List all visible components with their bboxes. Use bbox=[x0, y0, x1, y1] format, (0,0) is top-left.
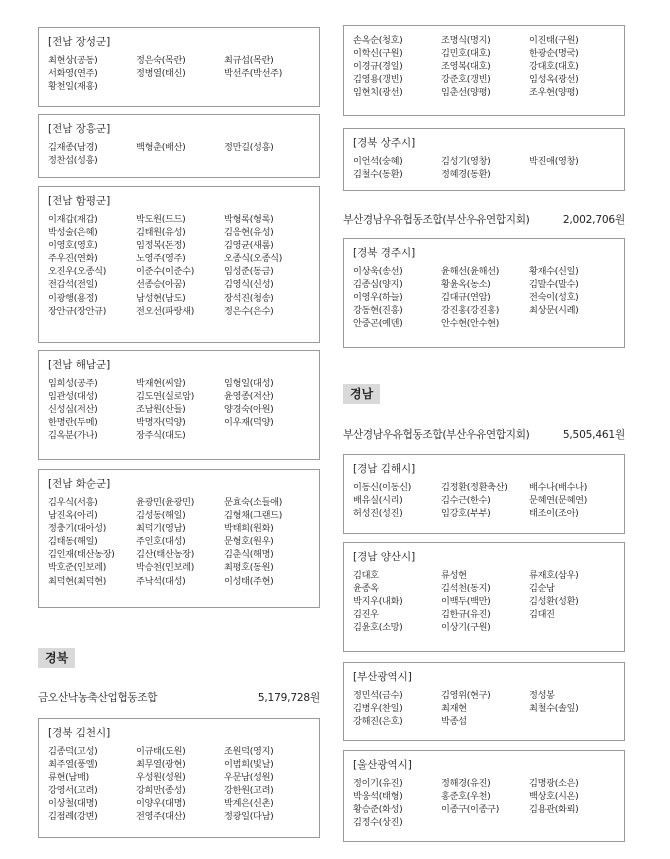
member-name: 김영용(갱빈) bbox=[353, 74, 403, 86]
box-busan-metropolitan bbox=[343, 662, 625, 741]
member-name: 박명자(덕양) bbox=[136, 417, 186, 429]
member-name: 김우식(서흥) bbox=[48, 497, 98, 508]
member-name: 정찬섭(성흥) bbox=[48, 155, 98, 167]
org-amount: 5,505,461원 bbox=[562, 429, 625, 441]
member-name: 김대규(연암) bbox=[441, 292, 491, 304]
member-name: 임강호(부부) bbox=[441, 508, 491, 520]
member-name: 최덕기(영남) bbox=[136, 523, 186, 535]
box-gyeongnam-yangsan bbox=[343, 542, 625, 652]
member-name: 박호준(인보레) bbox=[48, 562, 107, 574]
member-name: 김영균(새롬) bbox=[224, 240, 274, 252]
member-name: 박재현(씨알) bbox=[136, 378, 186, 389]
name-grid bbox=[48, 213, 311, 318]
member-name: 이동신(이동신) bbox=[353, 482, 412, 493]
box-title: [경남 양산시] bbox=[353, 551, 416, 563]
member-name: 이영호(영호) bbox=[48, 240, 98, 252]
member-name: 이광행(용정) bbox=[48, 292, 98, 304]
member-name: 최철수(솔잎) bbox=[529, 703, 579, 715]
member-name: 최덕현(최덕현) bbox=[48, 575, 107, 587]
member-name: 조우현(양평) bbox=[529, 87, 579, 99]
member-name: 김윤호(소망) bbox=[353, 622, 403, 634]
member-name: 김종심(양지) bbox=[353, 279, 403, 291]
member-name: 우성원(성원) bbox=[136, 772, 186, 784]
member-name: 이상철(대명) bbox=[48, 798, 98, 810]
member-name: 김명광(소은) bbox=[529, 778, 579, 789]
member-name: 주인호(대성) bbox=[136, 536, 186, 548]
member-name: 김대진 bbox=[529, 609, 555, 621]
org-amount: 2,002,706원 bbox=[562, 214, 625, 226]
box-title: [경북 상주시] bbox=[353, 137, 416, 149]
name-grid bbox=[353, 34, 616, 99]
member-name: 최무열(광현) bbox=[136, 759, 186, 771]
member-name: 김병우(찬일) bbox=[353, 703, 403, 715]
member-name: 강영서(고려) bbox=[48, 785, 98, 797]
org-line-busan-gyeongnam-1 bbox=[343, 212, 625, 228]
box-title: [전남 화순군] bbox=[48, 478, 111, 490]
member-name: 허성진(성진) bbox=[353, 508, 403, 520]
member-name: 류재호(삼우) bbox=[529, 570, 579, 581]
member-name: 박선주(박선주) bbox=[224, 68, 283, 80]
member-name: 임관성(대성) bbox=[48, 391, 98, 403]
member-name: 박계은(신촌) bbox=[224, 798, 274, 810]
box-jeonnam-hwasun bbox=[38, 469, 320, 608]
member-name: 이재갑(재갑) bbox=[48, 214, 98, 225]
name-grid bbox=[353, 569, 616, 634]
region-label-gyeongbuk: 경북 bbox=[38, 648, 75, 668]
member-name: 이경규(경일) bbox=[353, 61, 403, 73]
member-name: 김형채(그랜드) bbox=[224, 510, 283, 522]
member-name: 이진태(구원) bbox=[529, 35, 579, 46]
box-title: [울산광역시] bbox=[353, 759, 412, 771]
box-title: [전남 장성군] bbox=[48, 36, 111, 48]
member-name: 김영식(신성) bbox=[224, 279, 274, 291]
member-name: 손옥순(청호) bbox=[353, 35, 403, 46]
member-name: 오진우(오종식) bbox=[48, 266, 107, 278]
member-name: 윤종옥 bbox=[353, 583, 379, 595]
member-name: 장석진(청송) bbox=[224, 292, 274, 304]
member-name: 김영위(현구) bbox=[441, 690, 491, 701]
member-name: 박지우(내화) bbox=[353, 596, 403, 608]
member-name: 신성심(저산) bbox=[48, 404, 98, 416]
box-title: [부산광역시] bbox=[353, 671, 412, 683]
member-name: 이언석(숭혜) bbox=[353, 156, 403, 167]
member-name: 김산(태산농장) bbox=[136, 549, 195, 561]
member-name: 한명란(두메) bbox=[48, 417, 98, 429]
member-name: 류성현 bbox=[441, 570, 467, 581]
member-name: 임정복(돈정) bbox=[136, 240, 186, 252]
member-name: 남성현(남도) bbox=[136, 292, 186, 304]
member-name: 전갑석(전일) bbox=[48, 279, 98, 291]
box-gyeongbuk-gyeongju bbox=[343, 238, 625, 348]
member-name: 노영주(영주) bbox=[136, 253, 186, 265]
member-name: 백형춘(배산) bbox=[136, 142, 186, 153]
org-line-geumosan bbox=[38, 690, 320, 706]
member-name: 이종구(이종구) bbox=[441, 804, 500, 816]
member-name: 김대호 bbox=[353, 570, 379, 581]
member-name: 주우진(연화) bbox=[48, 253, 98, 265]
member-name: 오종식(오종식) bbox=[224, 253, 283, 265]
member-name: 윤광민(윤광민) bbox=[136, 497, 195, 508]
member-name: 이범희(빛날) bbox=[224, 759, 274, 771]
member-name: 박승천(인보레) bbox=[136, 562, 195, 574]
member-name: 조원덕(영지) bbox=[224, 746, 274, 757]
box-gyeongnam-gimhae bbox=[343, 454, 625, 534]
member-name: 김성환(성환) bbox=[529, 596, 579, 608]
box-jeonnam-haenam bbox=[38, 350, 320, 460]
member-name: 김인재(태산농장) bbox=[48, 549, 115, 561]
name-grid bbox=[353, 481, 616, 520]
member-name: 이영우(하늘) bbox=[353, 292, 403, 304]
member-name: 박웅석(태형) bbox=[353, 791, 403, 803]
member-name: 김태동(해일) bbox=[48, 536, 98, 548]
member-name: 전영주(대산) bbox=[136, 811, 186, 823]
member-name: 정해경(유진) bbox=[441, 778, 491, 789]
name-grid bbox=[48, 745, 311, 824]
member-name: 배유실(시리) bbox=[353, 495, 403, 507]
member-name: 임희성(공주) bbox=[48, 378, 98, 389]
member-name: 홍준호(우천) bbox=[441, 791, 491, 803]
box-gyeongbuk-gimcheon bbox=[38, 718, 320, 838]
member-name: 최현상(공동) bbox=[48, 55, 98, 66]
member-name: 안수현(안수현) bbox=[441, 318, 500, 330]
box-jeonnam-hampyeong bbox=[38, 186, 320, 343]
member-name: 김태원(유성) bbox=[136, 227, 186, 239]
member-name: 이우재(덕양) bbox=[224, 417, 274, 429]
org-name: 금오산낙농축산업협동조합 bbox=[38, 692, 158, 704]
region-label-gyeongnam: 경남 bbox=[343, 384, 380, 404]
name-grid bbox=[353, 265, 616, 330]
member-name: 김석천(동지) bbox=[441, 583, 491, 595]
member-name: 정혜경(동환) bbox=[441, 169, 491, 181]
member-name: 이상욱(송선) bbox=[353, 266, 403, 277]
member-name: 류현(남매) bbox=[48, 772, 89, 784]
member-name: 정만길(성흥) bbox=[224, 142, 274, 153]
member-name: 강준호(갱빈) bbox=[441, 74, 491, 86]
member-name: 조남원(산들) bbox=[136, 404, 186, 416]
member-name: 정충기(대아성) bbox=[48, 523, 107, 535]
member-name: 최재현 bbox=[441, 703, 467, 715]
name-grid bbox=[48, 377, 311, 442]
member-name: 이규태(도원) bbox=[136, 746, 186, 757]
member-name: 장안규(장안규) bbox=[48, 305, 107, 317]
member-name: 김한규(유진) bbox=[441, 609, 491, 621]
box-continued-list bbox=[343, 25, 625, 116]
member-name: 주낙석(대성) bbox=[136, 575, 186, 587]
member-name: 황승준(화성) bbox=[353, 804, 403, 816]
member-name: 장주식(대도) bbox=[136, 430, 186, 442]
member-name: 안중곤(예덴) bbox=[353, 318, 403, 330]
member-name: 김진우 bbox=[353, 609, 379, 621]
member-name: 강진홍(강진홍) bbox=[441, 305, 500, 317]
member-name: 배수나(배수나) bbox=[529, 482, 588, 493]
member-name: 강한원(고려) bbox=[224, 785, 274, 797]
org-amount: 5,179,728원 bbox=[257, 692, 320, 704]
member-name: 김종덕(고성) bbox=[48, 746, 98, 757]
member-name: 박태희(원화) bbox=[224, 523, 274, 535]
member-name: 김철수(동환) bbox=[353, 169, 403, 181]
member-name: 최상문(시례) bbox=[529, 305, 579, 317]
org-name: 부산경남우유협동조합(부산우유연합지회) bbox=[343, 429, 530, 441]
member-name: 박도원(드드) bbox=[136, 214, 186, 225]
member-name: 이상기(구원) bbox=[441, 622, 491, 634]
member-name: 정은수(은수) bbox=[224, 305, 274, 317]
name-grid bbox=[48, 496, 311, 588]
name-grid bbox=[48, 141, 311, 167]
name-grid bbox=[353, 689, 616, 728]
member-name: 황재수(신일) bbox=[529, 266, 579, 277]
member-name: 황천일(재홍) bbox=[48, 81, 98, 93]
member-name: 김도연(실로암) bbox=[136, 391, 195, 403]
member-name: 김민호(대호) bbox=[441, 48, 491, 60]
member-name: 한광순(명국) bbox=[529, 48, 579, 60]
org-name: 부산경남우유협동조합(부산우유연합지회) bbox=[343, 214, 530, 226]
member-name: 이준수(이준수) bbox=[136, 266, 195, 278]
member-name: 문효숙(소들애) bbox=[224, 497, 283, 508]
member-name: 최규섭(목란) bbox=[224, 55, 274, 66]
member-name: 이학신(구원) bbox=[353, 48, 403, 60]
member-name: 박형록(형록) bbox=[224, 214, 274, 225]
member-name: 김정수(상진) bbox=[353, 817, 403, 829]
member-name: 김용관(화뢰) bbox=[529, 804, 579, 816]
member-name: 정광일(다남) bbox=[224, 811, 274, 823]
member-name: 김성동(해일) bbox=[136, 510, 186, 522]
member-name: 서화영(연주) bbox=[48, 68, 98, 80]
box-jeonnam-jangheung bbox=[38, 114, 320, 178]
member-name: 김점례(강변) bbox=[48, 811, 98, 823]
member-name: 정병열(태신) bbox=[136, 68, 186, 80]
member-name: 이성태(주현) bbox=[224, 575, 274, 587]
member-name: 박진애(영창) bbox=[529, 156, 579, 167]
member-name: 양경숙(아원) bbox=[224, 404, 274, 416]
member-name: 우문남(성원) bbox=[224, 772, 274, 784]
name-grid bbox=[353, 155, 616, 181]
member-name: 윤영종(저산) bbox=[224, 391, 274, 403]
box-title: [경남 김해시] bbox=[353, 463, 416, 475]
member-name: 최주열(풍엘) bbox=[48, 759, 98, 771]
member-name: 조명식(명지) bbox=[441, 35, 491, 46]
member-name: 정민석(금수) bbox=[353, 690, 403, 701]
member-name: 임성준(동금) bbox=[224, 266, 274, 278]
member-name: 강해진(은호) bbox=[353, 716, 403, 728]
box-title: [전남 함평군] bbox=[48, 195, 111, 207]
box-gyeongbuk-sangju bbox=[343, 128, 625, 191]
member-name: 김수근(한수) bbox=[441, 495, 491, 507]
member-name: 김춘식(해명) bbox=[224, 549, 274, 561]
member-name: 임성옥(광선) bbox=[529, 74, 579, 86]
member-name: 윤해선(윤해선) bbox=[441, 266, 500, 277]
member-name: 황윤옥(농소) bbox=[441, 279, 491, 291]
member-name: 강희만(종성) bbox=[136, 785, 186, 797]
member-name: 정은숙(목란) bbox=[136, 55, 186, 66]
name-grid bbox=[353, 777, 616, 829]
member-name: 문혜연(문혜연) bbox=[529, 495, 588, 507]
member-name: 김옥분(가나) bbox=[48, 430, 98, 442]
member-name: 임춘선(양평) bbox=[441, 87, 491, 99]
member-name: 이양우(대명) bbox=[136, 798, 186, 810]
box-jeonnam-jangseong bbox=[38, 27, 320, 107]
member-name: 백상호(시온) bbox=[529, 791, 579, 803]
member-name: 김재종(남경) bbox=[48, 142, 98, 153]
member-name: 김정환(정환축산) bbox=[441, 482, 508, 493]
member-name: 김말수(말수) bbox=[529, 279, 579, 291]
name-grid bbox=[48, 54, 311, 93]
member-name: 선종승(아꿈) bbox=[136, 279, 186, 291]
member-name: 최평호(동원) bbox=[224, 562, 274, 574]
member-name: 강동현(진흥) bbox=[353, 305, 403, 317]
member-name: 임형일(대성) bbox=[224, 378, 274, 389]
member-name: 태조이(조아) bbox=[529, 508, 579, 520]
member-name: 강대호(대호) bbox=[529, 61, 579, 73]
box-title: [경북 경주시] bbox=[353, 247, 416, 259]
member-name: 박종섭 bbox=[441, 716, 467, 728]
member-name: 전숙이(성호) bbox=[529, 292, 579, 304]
member-name: 정이기(유진) bbox=[353, 778, 403, 789]
box-title: [전남 장흥군] bbox=[48, 123, 111, 135]
box-ulsan-metropolitan bbox=[343, 750, 625, 842]
member-name: 조영복(대호) bbox=[441, 61, 491, 73]
member-name: 이백두(백만) bbox=[441, 596, 491, 608]
member-name: 전오선(파랑새) bbox=[136, 305, 195, 317]
member-name: 남진옥(아리) bbox=[48, 510, 98, 522]
member-name: 김응현(유성) bbox=[224, 227, 274, 239]
member-name: 문형호(원우) bbox=[224, 536, 274, 548]
member-name: 김순남 bbox=[529, 583, 555, 595]
member-name: 김성기(영창) bbox=[441, 156, 491, 167]
box-title: [전남 해남군] bbox=[48, 359, 111, 371]
box-title: [경북 김천시] bbox=[48, 727, 111, 739]
member-name: 박성술(은혜) bbox=[48, 227, 98, 239]
member-name: 임현치(광선) bbox=[353, 87, 403, 99]
org-line-busan-gyeongnam-2 bbox=[343, 427, 625, 443]
member-name: 정성봉 bbox=[529, 690, 555, 701]
